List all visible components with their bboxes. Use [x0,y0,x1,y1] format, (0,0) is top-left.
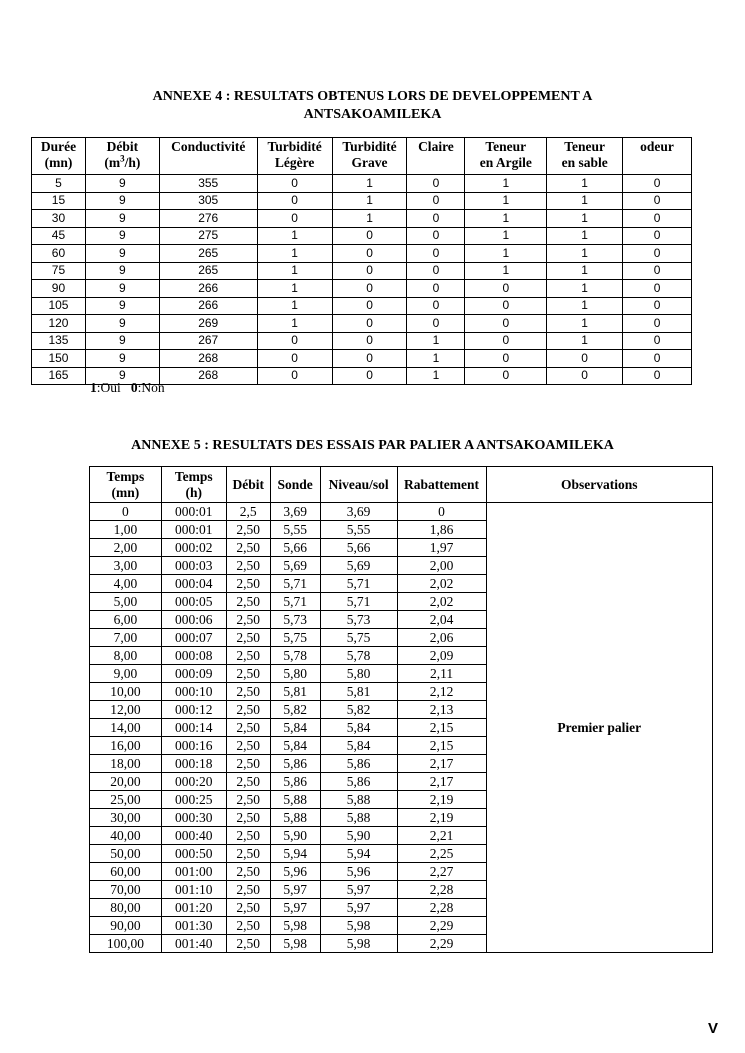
table-cell: 7,00 [90,629,162,647]
table-cell: 0 [257,367,332,385]
table-cell: 0 [465,367,547,385]
table-cell: 4,00 [90,575,162,593]
table-cell: 5,00 [90,593,162,611]
table-cell: 0 [332,245,407,263]
table-cell: 0 [407,245,465,263]
table-cell: 001:20 [161,899,226,917]
table-cell: 5,78 [270,647,320,665]
table-cell: 0 [623,192,692,210]
table-cell: 0 [623,350,692,368]
table-cell: 5,55 [270,521,320,539]
annexe4-title [100,88,645,124]
table-cell: 0 [465,350,547,368]
table-cell: 5,88 [320,809,397,827]
table-cell: 269 [159,315,257,333]
table-cell: 000:03 [161,557,226,575]
table-cell: 0 [407,192,465,210]
table-cell: 1,86 [397,521,486,539]
table-cell: 1 [257,297,332,315]
table-cell: 2,12 [397,683,486,701]
table-cell: 1 [465,245,547,263]
table-cell: 3,69 [270,503,320,521]
table-cell: 1 [407,350,465,368]
annexe5-header-row [90,467,713,503]
table-cell: 1,97 [397,539,486,557]
table-cell: 0 [407,315,465,333]
table-cell: 000:07 [161,629,226,647]
table-cell: 25,00 [90,791,162,809]
table-cell: 0 [332,367,407,385]
table-cell: 1 [257,227,332,245]
table-cell: 5,66 [320,539,397,557]
table-cell: 000:06 [161,611,226,629]
table-cell: 0 [332,315,407,333]
table-cell: 70,00 [90,881,162,899]
table-cell: 000:40 [161,827,226,845]
table-cell: 50,00 [90,845,162,863]
table-cell: 000:10 [161,683,226,701]
table-cell: 000:08 [161,647,226,665]
table-cell: 000:50 [161,845,226,863]
table-cell: 2,15 [397,737,486,755]
table-cell: 9 [85,350,159,368]
table-cell: 1 [547,210,623,228]
table-cell: 2,50 [226,557,270,575]
table-cell: 5,88 [270,791,320,809]
table-cell: 5,82 [270,701,320,719]
table-cell: 2,50 [226,539,270,557]
table-cell: 5,84 [270,737,320,755]
table-cell: 9 [85,210,159,228]
table-cell: 0 [407,262,465,280]
table-cell: 2,17 [397,773,486,791]
table-cell: 2,50 [226,899,270,917]
table-row [90,503,713,521]
table-cell: 5,90 [270,827,320,845]
table-cell: 1 [465,210,547,228]
table-cell: 5,81 [270,683,320,701]
table-cell: 001:10 [161,881,226,899]
table-cell: 276 [159,210,257,228]
table-cell: 2,25 [397,845,486,863]
table-cell: 0 [407,227,465,245]
header-niveau-sol: Niveau/sol [320,467,397,503]
table-cell: 0 [623,297,692,315]
table-cell: 14,00 [90,719,162,737]
table-cell: 0 [547,350,623,368]
table-cell: 2,27 [397,863,486,881]
table-cell: 0 [397,503,486,521]
table-cell: 105 [32,297,86,315]
header-temps-h: Temps (h) [161,467,226,503]
table-cell: 0 [465,332,547,350]
table-cell: 2,50 [226,719,270,737]
table-cell: 0 [623,262,692,280]
table-cell: 1 [257,315,332,333]
table-cell: 9 [85,280,159,298]
table-cell: 000:01 [161,503,226,521]
table-cell: 3,69 [320,503,397,521]
header-teneur-argile: Teneur en Argile [465,138,547,175]
table-cell: 9,00 [90,665,162,683]
header-debit: Débit [226,467,270,503]
table-cell: 2,50 [226,863,270,881]
table-cell: 0 [257,192,332,210]
table-cell: 1 [465,227,547,245]
table-cell: 9 [85,332,159,350]
table-cell: 5,69 [270,557,320,575]
table-cell: 266 [159,280,257,298]
table-cell: 2,50 [226,629,270,647]
table-cell: 2,28 [397,881,486,899]
table-cell: 266 [159,297,257,315]
table-cell: 15 [32,192,86,210]
table-cell: 5,86 [270,773,320,791]
table-cell: 305 [159,192,257,210]
table-cell: 90,00 [90,917,162,935]
table-cell: 1 [547,280,623,298]
table-cell: 000:02 [161,539,226,557]
table-cell: 0 [547,367,623,385]
table-cell: 1 [547,297,623,315]
annexe4-title-line2: ANTSAKOAMILEKA [303,107,442,122]
table-cell: 5,66 [270,539,320,557]
table-cell: 0 [465,280,547,298]
table-cell: 5,84 [270,719,320,737]
table-cell: 5,75 [320,629,397,647]
table-cell: 2,50 [226,881,270,899]
table-cell: 275 [159,227,257,245]
table-cell: 1 [257,262,332,280]
table-cell: 5,73 [320,611,397,629]
table-cell: 8,00 [90,647,162,665]
table-cell: 0 [623,332,692,350]
table-cell: 0 [623,210,692,228]
table-cell: 0 [407,175,465,193]
table-cell: 1 [547,262,623,280]
header-sonde: Sonde [270,467,320,503]
table-row [32,227,692,245]
table-cell: 120 [32,315,86,333]
table-cell: 40,00 [90,827,162,845]
annexe5-title: ANNEXE 5 : RESULTATS DES ESSAIS PAR PALIER A ANTSAKOAMILEKA [131,438,614,453]
table-cell: 5,97 [270,899,320,917]
table-cell: 1 [547,227,623,245]
table-cell: 000:16 [161,737,226,755]
table-cell: 16,00 [90,737,162,755]
table-cell: 1 [547,192,623,210]
table-cell: 1 [257,245,332,263]
table-row [32,297,692,315]
table-cell: 5,94 [270,845,320,863]
table-cell: 2,00 [397,557,486,575]
table-cell: 000:09 [161,665,226,683]
table-cell: 265 [159,262,257,280]
table-cell: 2,29 [397,935,486,953]
table-cell: 1 [547,332,623,350]
table-cell: 165 [32,367,86,385]
page-number: V [708,1020,719,1037]
table-cell: 2,29 [397,917,486,935]
header-claire: Claire [407,138,465,175]
annexe4-table [31,137,692,385]
table-cell: 000:14 [161,719,226,737]
table-cell: 5,98 [320,935,397,953]
table-cell: 5,75 [270,629,320,647]
table-cell: 2,11 [397,665,486,683]
table-cell: 2,50 [226,521,270,539]
table-cell: 1 [332,192,407,210]
table-cell: 000:12 [161,701,226,719]
table-cell: 2,06 [397,629,486,647]
table-cell: 90 [32,280,86,298]
table-cell: 9 [85,262,159,280]
table-cell: 1 [465,175,547,193]
table-cell: 1 [257,280,332,298]
table-cell: 9 [85,297,159,315]
header-teneur-sable: Teneur en sable [547,138,623,175]
table-cell: 5,71 [320,593,397,611]
table-cell: 5,86 [320,773,397,791]
table-cell: 80,00 [90,899,162,917]
table-row [32,332,692,350]
header-conductivite: Conductivité [159,138,257,175]
table-cell: 2,21 [397,827,486,845]
table-cell: 0 [623,227,692,245]
table-cell: 9 [85,245,159,263]
annexe5-table [89,466,713,953]
table-cell: 0 [623,175,692,193]
table-cell: 5,94 [320,845,397,863]
table-cell: 2,50 [226,755,270,773]
table-cell: 5,98 [270,935,320,953]
table-cell: 5,86 [320,755,397,773]
table-cell: 0 [465,297,547,315]
table-cell: 2,50 [226,701,270,719]
table-cell: 2,5 [226,503,270,521]
table-cell: 75 [32,262,86,280]
table-cell: 0 [332,227,407,245]
table-cell: 0 [332,280,407,298]
table-cell: 5,84 [320,719,397,737]
table-row [32,350,692,368]
table-cell: 5,82 [320,701,397,719]
table-cell: 0 [332,350,407,368]
table-cell: 5,98 [270,917,320,935]
table-cell: 000:04 [161,575,226,593]
table-row [32,192,692,210]
table-cell: 5,69 [320,557,397,575]
table-cell: 5,71 [270,575,320,593]
observation-cell: Premier palier [486,503,712,953]
table-cell: 0 [407,297,465,315]
table-cell: 2,02 [397,593,486,611]
table-cell: 000:05 [161,593,226,611]
table-cell: 000:18 [161,755,226,773]
table-cell: 20,00 [90,773,162,791]
table-cell: 1 [407,332,465,350]
table-cell: 268 [159,350,257,368]
table-cell: 000:01 [161,521,226,539]
table-cell: 0 [257,175,332,193]
table-row [32,245,692,263]
table-cell: 2,50 [226,773,270,791]
table-cell: 135 [32,332,86,350]
table-cell: 2,50 [226,827,270,845]
table-cell: 2,02 [397,575,486,593]
table-cell: 2,50 [226,917,270,935]
table-cell: 265 [159,245,257,263]
table-cell: 10,00 [90,683,162,701]
table-cell: 100,00 [90,935,162,953]
table-cell: 9 [85,227,159,245]
table-cell: 355 [159,175,257,193]
table-cell: 2,50 [226,647,270,665]
table-cell: 2,17 [397,755,486,773]
table-cell: 0 [623,315,692,333]
table-cell: 2,50 [226,575,270,593]
table-cell: 12,00 [90,701,162,719]
table-cell: 2,19 [397,809,486,827]
table-cell: 000:30 [161,809,226,827]
table-cell: 1 [547,175,623,193]
table-cell: 5,90 [320,827,397,845]
table-cell: 001:40 [161,935,226,953]
table-row [32,175,692,193]
table-cell: 5,96 [270,863,320,881]
table-cell: 18,00 [90,755,162,773]
table-cell: 0 [407,210,465,228]
table-cell: 2,15 [397,719,486,737]
table-cell: 5,80 [320,665,397,683]
table-cell: 60,00 [90,863,162,881]
table-row [32,210,692,228]
table-cell: 5,97 [320,881,397,899]
header-turbidite-grave: Turbidité Grave [332,138,407,175]
table-cell: 0 [257,350,332,368]
table-cell: 30 [32,210,86,228]
table-cell: 5,81 [320,683,397,701]
table-cell: 2,09 [397,647,486,665]
table-cell: 0 [623,367,692,385]
header-observations: Observations [486,467,712,503]
table-cell: 45 [32,227,86,245]
table-cell: 5,73 [270,611,320,629]
table-cell: 5,96 [320,863,397,881]
table-cell: 1 [465,192,547,210]
table-cell: 2,50 [226,611,270,629]
table-cell: 268 [159,367,257,385]
header-rabattement: Rabattement [397,467,486,503]
table-cell: 2,00 [90,539,162,557]
table-cell: 30,00 [90,809,162,827]
table-row [32,315,692,333]
table-row [32,262,692,280]
header-odeur: odeur [623,138,692,175]
table-cell: 5 [32,175,86,193]
table-cell: 0 [257,332,332,350]
table-row [32,280,692,298]
table-cell: 2,50 [226,683,270,701]
table-cell: 000:25 [161,791,226,809]
table-cell: 2,50 [226,593,270,611]
table-cell: 9 [85,175,159,193]
table-cell: 150 [32,350,86,368]
table-cell: 0 [90,503,162,521]
table-cell: 2,19 [397,791,486,809]
table-cell: 1 [547,315,623,333]
table-cell: 2,50 [226,845,270,863]
table-cell: 2,50 [226,791,270,809]
table-cell: 0 [465,315,547,333]
table-cell: 000:20 [161,773,226,791]
annexe4-title-line1: ANNEXE 4 : RESULTATS OBTENUS LORS DE DEVELOPPEMENT A [152,89,593,104]
table-cell: 001:00 [161,863,226,881]
table-cell: 0 [332,332,407,350]
table-cell: 5,97 [320,899,397,917]
table-cell: 0 [332,262,407,280]
table-cell: 1 [332,210,407,228]
table-cell: 9 [85,192,159,210]
table-cell: 5,55 [320,521,397,539]
table-cell: 5,86 [270,755,320,773]
table-cell: 5,88 [270,809,320,827]
table-cell: 0 [407,280,465,298]
table-cell: 1 [407,367,465,385]
table-cell: 5,80 [270,665,320,683]
annexe4-header-row [32,138,692,175]
table-cell: 2,13 [397,701,486,719]
header-duree: Durée (mn) [32,138,86,175]
table-cell: 0 [623,245,692,263]
table-cell: 2,50 [226,935,270,953]
header-turbidite-legere: Turbidité Légère [257,138,332,175]
table-cell: 2,50 [226,809,270,827]
table-cell: 2,28 [397,899,486,917]
table-cell: 5,78 [320,647,397,665]
annexe4-legend: 1:Oui 0:Non [90,380,165,395]
table-cell: 9 [85,315,159,333]
table-cell: 5,97 [270,881,320,899]
table-cell: 5,71 [320,575,397,593]
table-cell: 3,00 [90,557,162,575]
table-cell: 9 [85,367,159,385]
table-cell: 0 [332,297,407,315]
table-cell: 1,00 [90,521,162,539]
header-temps-mn: Temps (mn) [90,467,162,503]
table-cell: 5,84 [320,737,397,755]
table-cell: 5,98 [320,917,397,935]
table-cell: 2,50 [226,665,270,683]
table-cell: 1 [332,175,407,193]
table-cell: 5,88 [320,791,397,809]
table-cell: 2,50 [226,737,270,755]
table-cell: 6,00 [90,611,162,629]
table-cell: 001:30 [161,917,226,935]
table-cell: 0 [623,280,692,298]
table-cell: 60 [32,245,86,263]
table-cell: 267 [159,332,257,350]
table-cell: 1 [465,262,547,280]
table-cell: 0 [257,210,332,228]
table-cell: 1 [547,245,623,263]
table-cell: 2,04 [397,611,486,629]
table-cell: 5,71 [270,593,320,611]
header-debit: Débit $(m^3/h)$ [85,138,159,175]
